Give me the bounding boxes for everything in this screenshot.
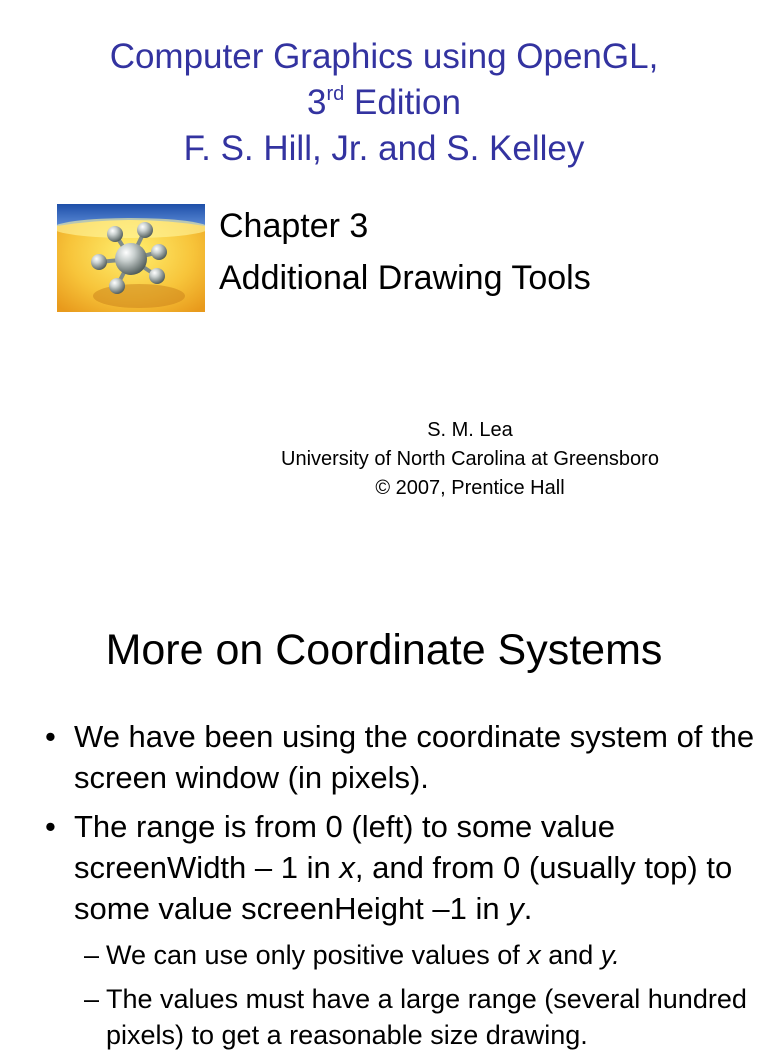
affiliation: University of North Carolina at Greensboro (281, 448, 659, 470)
chapter-title: Additional Drawing Tools (219, 259, 591, 297)
authors: F. S. Hill, Jr. and S. Kelley (183, 129, 585, 168)
slide-title (0, 34, 768, 172)
credits (240, 416, 700, 503)
book-title: Computer Graphics using OpenGL, (109, 37, 659, 76)
sub-bullet-item: – We can use only positive values of x and y. (84, 937, 755, 973)
copyright: © 2007, Prentice Hall (375, 477, 565, 499)
edition-number: 3 (306, 83, 327, 122)
bullet-item: • The range is from 0 (left) to some value screenWidth – 1 in x, and from 0 (usually top) to some value screenHeight –1 in y. (45, 806, 755, 929)
sub-bullet-item: – The values must have a large range (several hundred pixels) to get a reasonable size drawing. (84, 981, 755, 1053)
presenter: S. M. Lea (427, 419, 513, 441)
chapter-heading (219, 200, 591, 304)
bullet-item: • We have been using the coordinate system of the screen window (in pixels). (45, 716, 755, 798)
edition (0, 80, 768, 126)
chapter-number: Chapter 3 (219, 207, 369, 245)
edition-suffix: rd (326, 83, 345, 105)
edition-word: Edition (344, 83, 461, 122)
bullet-list (45, 716, 755, 1061)
slide2-title: More on Coordinate Systems (105, 626, 663, 674)
chapter-image (57, 204, 205, 312)
